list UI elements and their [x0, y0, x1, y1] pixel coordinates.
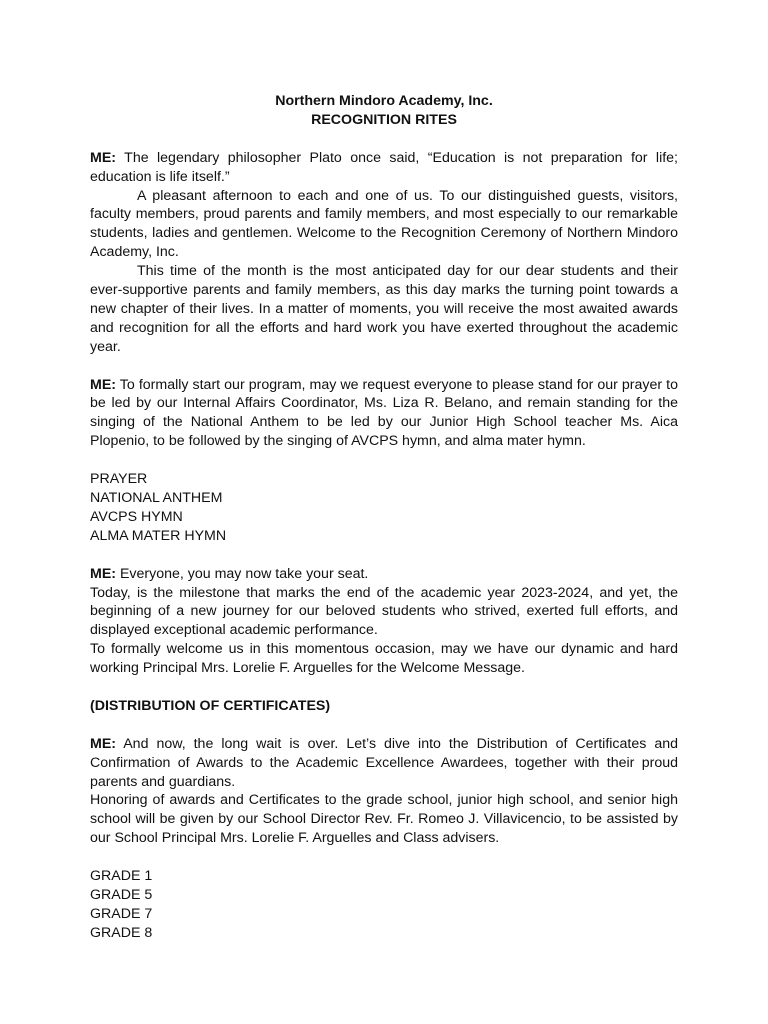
speaker-label: ME:: [90, 565, 117, 582]
grade-item: GRADE 5: [90, 886, 153, 903]
event-title: RECOGNITION RITES: [311, 111, 457, 128]
grade-item: GRADE 7: [90, 905, 153, 922]
school-name: Northern Mindoro Academy, Inc.: [275, 93, 493, 109]
distribution-heading: (DISTRIBUTION OF CERTIFICATES): [90, 697, 331, 714]
program-item: PRAYER: [90, 471, 148, 488]
greeting-paragraph: A pleasant afternoon to each and one of us. To our distinguished guests, visitors, faculty members, proud parents and family members, and most especially to our remarkable students, ladies and gentlemen. Welcome to the Recognition Ceremony of Northern Mindoro Academy, Inc.: [90, 187, 678, 261]
program-item: NATIONAL ANTHEM: [90, 489, 223, 506]
distribution-intro-text: And now, the long wait is over. Let’s dive into the Distribution of Certificates and Confirmation of Awards to the Academic Excellence Awardees, together with their proud parents and guardians.: [90, 735, 678, 790]
program-start-text: To formally start our program, may we request everyone to please stand for our prayer to be led by our Internal Affairs Coordinator, Ms. Liza R. Belano, and remain standing for the singing of the National Anthem to be led by our Junior High School teacher Ms. Aica Plopenio, to be followed by the singing of AVCPS hymn, and alma mater hymn.: [90, 376, 678, 450]
take-seat-text: Everyone, you may now take your seat.: [116, 565, 369, 582]
program-item: AVCPS HYMN: [90, 508, 183, 525]
anticipation-paragraph: This time of the month is the most anticipated day for our dear students and their ever-supportive parents and family members, as this day marks the turning point towards a new chapter of their lives. In a matter of moments, you will receive the most awaited awards and recognition for all the efforts and hard work you have exerted throughout the academic year.: [90, 263, 678, 355]
program-start-paragraph: [90, 376, 678, 452]
honoring-paragraph: Honoring of awards and Certificates to the grade school, junior high school, and senior high school will be given by our School Director Rev. Fr. Romeo J. Villavicencio, to be assisted by our School Principal Mrs. Lorelie F. Arguelles and Class advisers.: [90, 792, 678, 847]
opening-quote-text: The legendary philosopher Plato once said, “Education is not preparation for life; education is life itself.”: [90, 149, 678, 185]
distribution-intro-paragraph: [90, 735, 678, 792]
welcome-paragraph: To formally welcome us in this momentous occasion, may we have our dynamic and hard working Principal Mrs. Lorelie F. Arguelles for the Welcome Message.: [90, 641, 678, 677]
speaker-label: ME:: [90, 376, 117, 393]
grade-item: GRADE 8: [90, 924, 153, 941]
speaker-label: ME:: [90, 149, 117, 166]
grade-item: GRADE 1: [90, 868, 153, 885]
take-seat-paragraph: [90, 565, 678, 584]
speaker-label: ME:: [90, 735, 117, 752]
milestone-paragraph: Today, is the milestone that marks the end of the academic year 2023-2024, and yet, the beginning of a new journey for our beloved students who strived, exerted full efforts, and displayed exceptional academic performance.: [90, 584, 678, 639]
program-item: ALMA MATER HYMN: [90, 527, 227, 544]
opening-quote-paragraph: [90, 149, 678, 187]
